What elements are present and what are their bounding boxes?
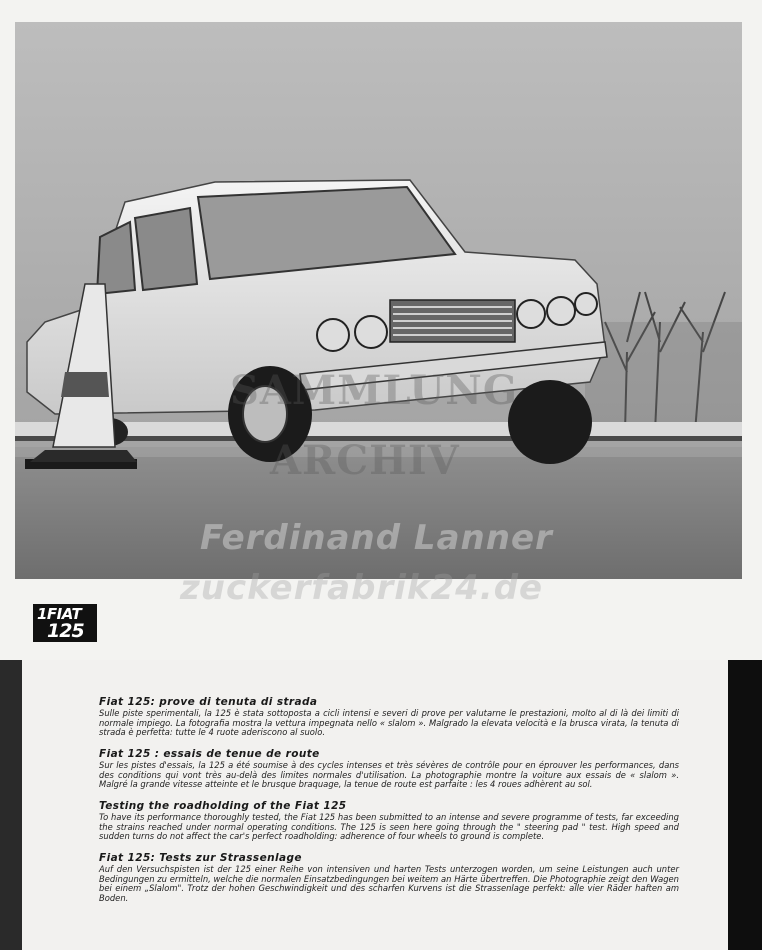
section-english <box>99 800 679 842</box>
section-body: Sur les pistes d'essais, la 125 a été soumise à des cycles intenses et très sévères de contrôle pour en éprouver les performances, dans des conditions qui vont très au-delà des limites normales d'utilisation. La photographie montre la voiture aux essais de « slalom ». Malgré la grande vitesse atteinte et le brusque braquage, la tenue de route est parfaite : les 4 roues adhèrent au sol. <box>99 760 679 790</box>
logo-line1: 1FIAT <box>37 605 82 623</box>
background-edge-left <box>0 660 22 950</box>
watermark-sammlung: SAMMLUNG <box>230 367 519 414</box>
watermark-ferdinand-lanner: Ferdinand Lanner <box>200 518 553 558</box>
section-body: Auf den Versuchspisten ist der 125 einer Reihe von intensiven und harten Tests unterzogen worden, um seine Leistungen auch unter Bedingungen zu ermitteln, welche die normalen Einsatzbedingungen bei weitem an Härte übertreffen. Die Photographie zeigt den Wagen bei einem „Slalom". Trotz der hohen Geschwindigkeit und des scharfen Kurvens ist die Strassenlage perfekt: alle vier Räder haften am Boden. <box>99 864 679 903</box>
section-german <box>99 852 679 903</box>
section-french <box>99 748 679 790</box>
background-edge-right <box>728 660 762 950</box>
car-photo-illustration <box>15 22 742 579</box>
fiat-125-logo <box>33 604 97 642</box>
caption-sheet <box>22 660 728 950</box>
section-title: Fiat 125: Tests zur Strassenlage <box>99 852 302 864</box>
logo-line2: 125 <box>47 620 84 642</box>
section-body: Sulle piste sperimentali, la 125 è stata sottoposta a cicli intensi e severi di prove per valutarne le prestazioni, molto al di là dei limiti di normale impiego. La fotografia mostra la vettura impegnata nello « slalom ». Malgrado la elevata velocità e la brusca virata, la tenuta di strada è perfetta: tutte le 4 ruote aderiscono al suolo. <box>99 708 679 738</box>
section-title: Fiat 125: prove di tenuta di strada <box>99 696 318 708</box>
watermark-website: zuckerfabrik24.de <box>180 568 544 608</box>
section-title: Fiat 125 : essais de tenue de route <box>99 748 320 760</box>
section-italian <box>99 696 679 738</box>
section-title: Testing the roadholding of the Fiat 125 <box>99 800 347 812</box>
watermark-archiv: ARCHIV <box>270 437 460 484</box>
section-body: To have its performance thoroughly tested, the Fiat 125 has been submitted to an intense and severe programme of tests, far exceeding the strains reached under normal operating conditions. The 125 is seen here going through the " steering pad " test. High speed and sudden turns do not affect the car's perfect roadholding: adherence of four wheels to ground is complete. <box>99 812 679 842</box>
car-photo <box>15 22 742 579</box>
